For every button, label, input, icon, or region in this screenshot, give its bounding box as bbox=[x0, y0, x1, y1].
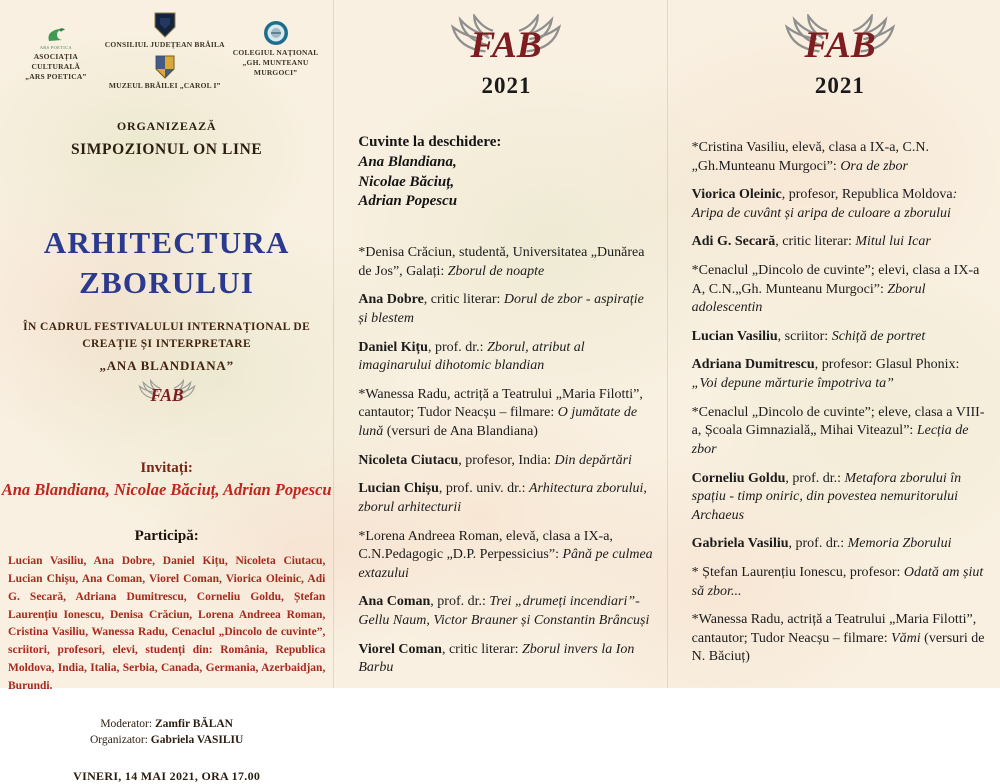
program-entry: * Ștefan Laurențiu Ionescu, profesor: Odată am șiut să zbor... bbox=[691, 564, 984, 599]
program-entry: Lucian Chișu, prof. univ. dr.: Arhitectura zborului, zborul arhitecturii bbox=[358, 481, 647, 515]
fab-wings-icon bbox=[138, 379, 196, 409]
page-title bbox=[0, 223, 333, 302]
program-entry: Viorica Oleinic, profesor, Republica Moldova: Aripa de cuvânt și aripa de culoare a zborului bbox=[691, 187, 958, 221]
logo-colegiul bbox=[228, 20, 324, 78]
program-entry: *Lorena Andreea Roman, elevă, clasa a IX-a, C.N.Pedagogic „D.P. Perpessicius”: Până pe culmea extazului bbox=[358, 528, 653, 581]
panel-cover bbox=[0, 0, 333, 783]
title-line-2: ZBORULUI bbox=[79, 264, 255, 300]
opening-words-heading: Cuvinte la deschidere: bbox=[358, 134, 502, 150]
guests-heading: Invitați: bbox=[140, 460, 193, 477]
program-entry: Adi G. Secară, critic literar: Mitul lui Icar bbox=[691, 234, 931, 250]
credits-block bbox=[0, 716, 333, 749]
organizer-name: Gabriela VASILIU bbox=[150, 734, 244, 747]
swan-emblem-icon bbox=[45, 26, 67, 44]
fab-wings-icon bbox=[784, 14, 896, 70]
program-entry: Adriana Dumitrescu, profesor: Glasul Phonix: „Voi depune mărturie împotriva ta” bbox=[691, 357, 960, 392]
title-line-1: ARHITECTURA bbox=[43, 225, 290, 261]
moderator-line: Moderator: Zamfir BĂLAN bbox=[100, 717, 233, 730]
svg-text:FAB: FAB bbox=[804, 24, 876, 66]
logo-consiliul-muzeul bbox=[102, 12, 228, 91]
participants-list: Lucian Vasiliu, Ana Dobre, Daniel Kițu, Nicoleta Ciutacu, Lucian Chișu, Ana Coman, Viorel Coman, Viorica Oleinic, Adi G. Secară, Adriana Dumitrescu, Corneliu Goldu, Ștefan Laurențiu Ionescu, Denisa Crăciun, Lorena Andreea Roman, Cristina Vasiliu, Wanessa Radu, Cenaclul „Dincolo de cuvinte”, scriitori, profesori, elevi, studenți din: România, Republica Moldova, India, Italia, Serbia, Canada, Germania, Azerbaidjan, Burundi. bbox=[8, 555, 326, 692]
muzeul-label: MUZEUL BRĂILEI „CAROL I” bbox=[108, 81, 221, 91]
fab-year: 2021 bbox=[481, 73, 532, 98]
program-entry: Gabriela Vasiliu, prof. dr.: Memoria Zborului bbox=[691, 536, 952, 552]
moderator-name: Zamfir BĂLAN bbox=[154, 717, 233, 730]
program-entry: Nicoleta Ciutacu, profesor, India: Din depărtări bbox=[358, 452, 632, 468]
panel-program-2 bbox=[667, 0, 1000, 688]
program-entry: *Denisa Crăciun, studentă, Universitatea „Dunărea de Jos”, Galați: Zborul de noapte bbox=[358, 245, 645, 279]
logo-ars-poetica bbox=[10, 26, 102, 82]
program-list bbox=[692, 139, 988, 667]
program-entry: *Cenaclul „Dincolo de cuvinte”; elevi, clasa a IX-a A, C.N.„Gh. Munteanu Murgoci”: Zborul adolescentin bbox=[691, 263, 980, 316]
event-datetime: VINERI, 14 MAI 2021, ORA 17.00 bbox=[73, 768, 261, 783]
fab-mini-logo bbox=[0, 379, 333, 414]
shield-icon bbox=[152, 12, 178, 38]
panel-program-1 bbox=[333, 0, 666, 688]
svg-text:FAB: FAB bbox=[470, 24, 543, 66]
program-entry: Daniel Kițu, prof. dr.: Zborul, atribut al imaginarului dihotomic blandian bbox=[358, 339, 585, 374]
colegiul-label: COLEGIUL NAȚIONAL „GH. MUNTEANU MURGOCI” bbox=[232, 48, 319, 78]
opening-speaker: Nicolae Băciuț, bbox=[358, 173, 455, 190]
program-entry: Ana Coman, prof. dr.: Trei „drumeți incendiari”- Gellu Naum, Victor Brauner și Constantin Brâncuși bbox=[358, 594, 650, 628]
fab-wings-icon bbox=[450, 14, 562, 70]
opening-speaker: Ana Blandiana, bbox=[358, 153, 457, 170]
consiliul-label: CONSILIUL JUDEȚEAN BRĂILA bbox=[104, 40, 225, 49]
program-entry: Viorel Coman, critic literar: Zborul invers la Ion Barbu bbox=[358, 641, 635, 676]
program-entry: *Cristina Vasiliu, elevă, clasa a IX-a, C.N.„Gh.Munteanu Murgoci”: Ora de zbor bbox=[691, 140, 929, 174]
crest-icon bbox=[154, 55, 176, 79]
program-entry: *Cenaclul „Dincolo de cuvinte”; eleve, clasa a VIII-a, Școala Gimnazială„ Mihai Viteazul”: Lecția de zbor bbox=[691, 404, 985, 457]
fab-logo-block bbox=[692, 14, 988, 99]
symposium-heading: SIMPOZIONUL ON LINE bbox=[70, 141, 263, 159]
organizer-line: Organizator: Gabriela VASILIU bbox=[89, 734, 244, 747]
festival-subtitle: ÎN CADRUL FESTIVALULUI INTERNAȚIONAL DE CREAȚIE ȘI INTERPRETARE bbox=[23, 320, 311, 350]
opening-speaker: Adrian Popescu bbox=[358, 193, 458, 210]
program-entry: Ana Dobre, critic literar: Dorul de zbor - aspirație și blestem bbox=[358, 292, 644, 327]
participants-heading: Participă: bbox=[134, 528, 199, 545]
fab-logo-block bbox=[358, 14, 654, 99]
circle-emblem-icon bbox=[263, 20, 289, 46]
festival-name: „ANA BLANDIANA” bbox=[99, 358, 234, 374]
logos-row bbox=[0, 12, 333, 91]
ars-poetica-label: ASOCIAȚIA CULTURALĂ „ARS POETICA” bbox=[25, 52, 87, 82]
program-entry: *Wanessa Radu, actriță a Teatrului „Maria Filotti”, cantautor; Tudor Neacșu – filmare: Vămi (versuri de N. Băciuț) bbox=[691, 612, 985, 665]
organizer-heading: ORGANIZEAZĂ bbox=[116, 119, 217, 134]
program-entry: Lucian Vasiliu, scriitor: Schiță de portret bbox=[691, 328, 926, 344]
program-entry: Corneliu Goldu, prof. dr.: Metafora zborului în spațiu - timp oniric, din povestea nemuritorului Archaeus bbox=[691, 470, 962, 523]
guests-names: Ana Blandiana, Nicolae Băciuț, Adrian Popescu bbox=[1, 480, 332, 500]
svg-text:FAB: FAB bbox=[150, 384, 184, 405]
opening-words-block bbox=[358, 133, 654, 212]
ars-poetica-mini-caption: ARS POETICA bbox=[39, 45, 72, 50]
program-entry: *Wanessa Radu, actriță a Teatrului „Maria Filotti”, cantautor; Tudor Neacșu – filmare: O jumătate de lună (versuri de Ana Blandiana) bbox=[358, 386, 643, 440]
fab-year: 2021 bbox=[814, 73, 865, 98]
program-list bbox=[358, 244, 654, 678]
